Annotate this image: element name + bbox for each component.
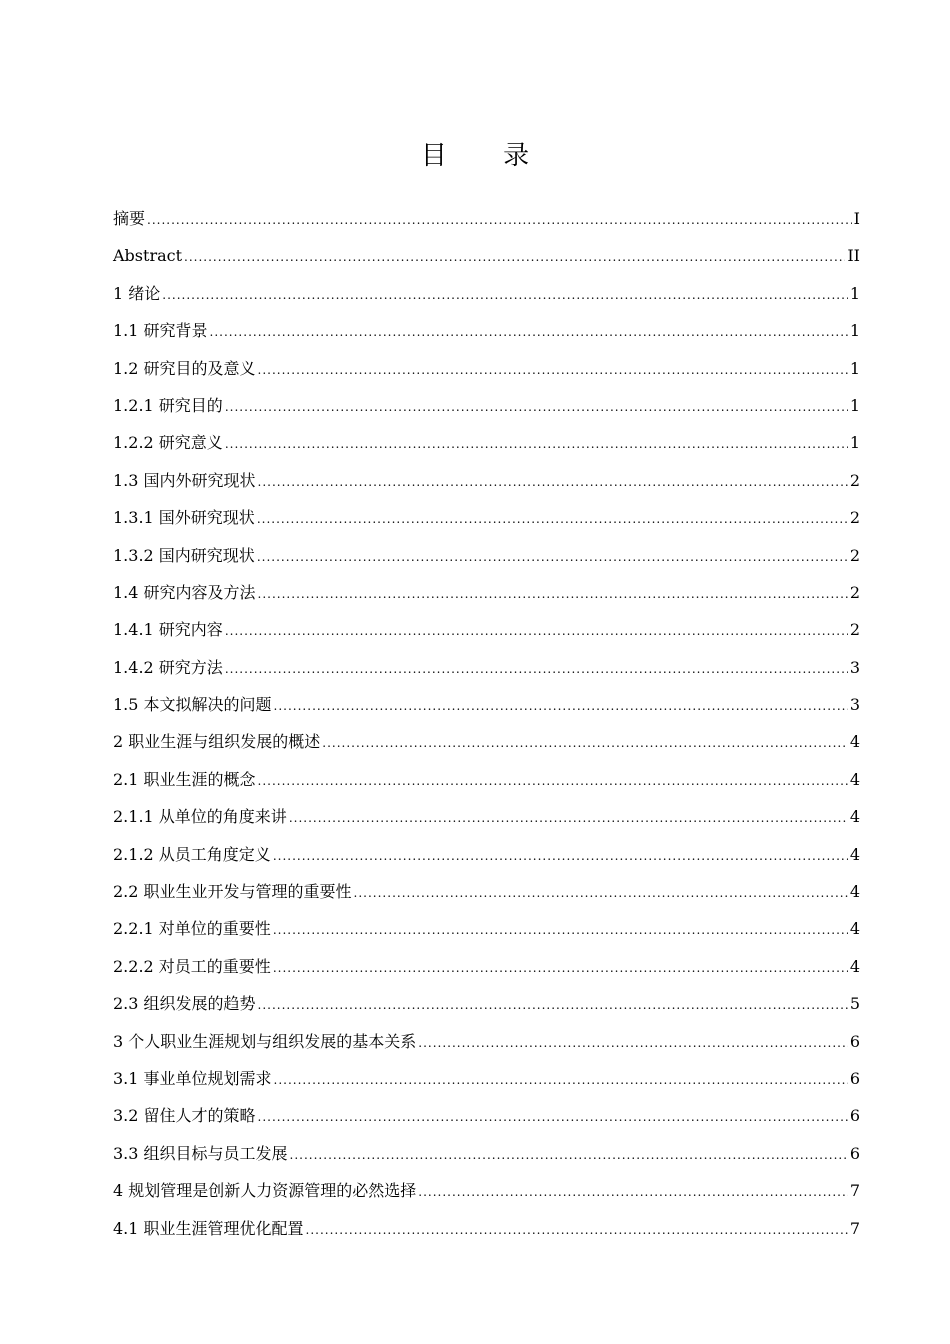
toc-entry-page-number: 1 bbox=[849, 321, 860, 341]
toc-entry[interactable] bbox=[113, 1139, 860, 1176]
toc-entry-label: 2.1.1 从单位的角度来讲 bbox=[113, 807, 287, 827]
toc-entry-label: 1.4.1 研究内容 bbox=[113, 620, 223, 640]
toc-entry[interactable] bbox=[113, 541, 860, 578]
toc-entry-label: 2.2.2 对员工的重要性 bbox=[113, 956, 271, 976]
toc-entry[interactable] bbox=[113, 690, 860, 727]
toc-entry[interactable] bbox=[113, 727, 860, 764]
toc-entry[interactable] bbox=[113, 952, 860, 989]
toc-dot-leader bbox=[210, 317, 848, 347]
toc-entry-label: 4.1 职业生涯管理优化配置 bbox=[113, 1218, 304, 1238]
toc-entry-label: 3.3 组织目标与员工发展 bbox=[113, 1143, 288, 1163]
toc-dot-leader bbox=[354, 878, 848, 908]
toc-entry-page-number: 4 bbox=[849, 882, 860, 902]
toc-dot-leader bbox=[289, 803, 848, 833]
toc-entry-page-number: 5 bbox=[849, 994, 860, 1014]
toc-entry-page-number: 2 bbox=[849, 582, 860, 602]
toc-entry-label: 3.1 事业单位规划需求 bbox=[113, 1068, 272, 1088]
toc-entry-page-number: 1 bbox=[849, 358, 860, 378]
toc-entry[interactable] bbox=[113, 1064, 860, 1101]
toc-entry-label: Abstract bbox=[113, 246, 183, 266]
toc-entry-label: 1.4.2 研究方法 bbox=[113, 657, 223, 677]
toc-dot-leader bbox=[225, 654, 848, 684]
toc-entry[interactable] bbox=[113, 503, 860, 540]
toc-dot-leader bbox=[418, 1177, 848, 1207]
toc-dot-leader bbox=[273, 953, 848, 983]
toc-entry[interactable] bbox=[113, 802, 860, 839]
toc-entry-page-number: 6 bbox=[849, 1031, 860, 1051]
toc-entry[interactable] bbox=[113, 615, 860, 652]
toc-entry-label: 2.1.2 从员工角度定义 bbox=[113, 844, 271, 864]
toc-dot-leader bbox=[258, 579, 848, 609]
toc-dot-leader bbox=[225, 429, 848, 459]
toc-entry[interactable] bbox=[113, 1214, 860, 1251]
toc-entry-page-number: 4 bbox=[849, 807, 860, 827]
toc-entry-page-number: 2 bbox=[849, 545, 860, 565]
toc-entry-label: 2.2 职业生业开发与管理的重要性 bbox=[113, 882, 352, 902]
toc-entry-label: 1 绪论 bbox=[113, 283, 161, 303]
toc-dot-leader bbox=[225, 392, 848, 422]
toc-entry-page-number: 1 bbox=[849, 433, 860, 453]
toc-dot-leader bbox=[258, 1102, 848, 1132]
toc-entry[interactable] bbox=[113, 989, 860, 1026]
toc-entry-label: 1.4 研究内容及方法 bbox=[113, 582, 256, 602]
toc-entry-page-number: 2 bbox=[849, 470, 860, 490]
toc-entry[interactable] bbox=[113, 914, 860, 951]
toc-entry-page-number: 3 bbox=[849, 695, 860, 715]
toc-dot-leader bbox=[257, 542, 848, 572]
toc-dot-leader bbox=[418, 1028, 848, 1058]
toc-entry-label: 2 职业生涯与组织发展的概述 bbox=[113, 732, 321, 752]
toc-dot-leader bbox=[258, 990, 848, 1020]
toc-entry-page-number: 4 bbox=[849, 769, 860, 789]
toc-entry[interactable] bbox=[113, 204, 860, 241]
toc-entry[interactable] bbox=[113, 840, 860, 877]
toc-dot-leader bbox=[290, 1140, 848, 1170]
toc-entry-label: 1.3.1 国外研究现状 bbox=[113, 508, 255, 528]
toc-entry-label: 3 个人职业生涯规划与组织发展的基本关系 bbox=[113, 1031, 417, 1051]
toc-entry-label: 2.3 组织发展的趋势 bbox=[113, 994, 256, 1014]
toc-entry-page-number: 4 bbox=[849, 956, 860, 976]
toc-dot-leader bbox=[322, 728, 848, 758]
toc-entry-page-number: 7 bbox=[849, 1181, 860, 1201]
toc-entry[interactable] bbox=[113, 241, 860, 278]
toc-dot-leader bbox=[162, 280, 848, 310]
toc-entry[interactable] bbox=[113, 354, 860, 391]
toc-entry-page-number: 1 bbox=[849, 283, 860, 303]
toc-entry-label: 3.2 留住人才的策略 bbox=[113, 1106, 256, 1126]
toc-entry-page-number: I bbox=[853, 209, 860, 228]
toc-entry[interactable] bbox=[113, 279, 860, 316]
toc-dot-leader bbox=[273, 841, 848, 871]
toc-entry-label: 1.5 本文拟解决的问题 bbox=[113, 695, 272, 715]
toc-entry-label: 2.2.1 对单位的重要性 bbox=[113, 919, 271, 939]
toc-entry-page-number: 6 bbox=[849, 1068, 860, 1088]
toc-entry[interactable] bbox=[113, 316, 860, 353]
toc-entry-label: 1.2 研究目的及意义 bbox=[113, 358, 256, 378]
toc-dot-leader bbox=[257, 504, 848, 534]
toc-entry-page-number: 2 bbox=[849, 508, 860, 528]
toc-dot-leader bbox=[258, 467, 848, 497]
toc-entry-page-number: 2 bbox=[849, 620, 860, 640]
toc-list bbox=[113, 204, 860, 1251]
toc-dot-leader bbox=[273, 915, 848, 945]
toc-dot-leader bbox=[225, 616, 848, 646]
toc-entry[interactable] bbox=[113, 466, 860, 503]
toc-entry-page-number: 6 bbox=[849, 1106, 860, 1126]
toc-entry[interactable] bbox=[113, 1027, 860, 1064]
toc-entry[interactable] bbox=[113, 765, 860, 802]
toc-entry-page-number: II bbox=[847, 246, 860, 266]
toc-entry-label: 1.3 国内外研究现状 bbox=[113, 470, 256, 490]
toc-dot-leader bbox=[184, 242, 845, 272]
toc-dot-leader bbox=[274, 1065, 848, 1095]
toc-entry-page-number: 3 bbox=[849, 657, 860, 677]
toc-entry[interactable] bbox=[113, 391, 860, 428]
toc-entry-page-number: 6 bbox=[849, 1143, 860, 1163]
toc-entry-label: 1.1 研究背景 bbox=[113, 321, 208, 341]
toc-entry[interactable] bbox=[113, 428, 860, 465]
toc-dot-leader bbox=[147, 205, 852, 235]
toc-entry[interactable] bbox=[113, 578, 860, 615]
toc-entry[interactable] bbox=[113, 1176, 860, 1213]
toc-entry-page-number: 4 bbox=[849, 919, 860, 939]
page-title: 目 录 bbox=[420, 141, 554, 172]
toc-entry-label: 1.2.1 研究目的 bbox=[113, 395, 223, 415]
toc-entry-page-number: 7 bbox=[849, 1218, 860, 1238]
toc-entry-page-number: 4 bbox=[849, 844, 860, 864]
toc-entry-label: 1.3.2 国内研究现状 bbox=[113, 545, 255, 565]
toc-entry-label: 4 规划管理是创新人力资源管理的必然选择 bbox=[113, 1181, 417, 1201]
toc-entry[interactable] bbox=[113, 1101, 860, 1138]
toc-dot-leader bbox=[258, 355, 848, 385]
toc-dot-leader bbox=[306, 1215, 848, 1245]
toc-dot-leader bbox=[274, 691, 848, 721]
toc-entry-label: 1.2.2 研究意义 bbox=[113, 433, 223, 453]
toc-entry-label: 2.1 职业生涯的概念 bbox=[113, 769, 256, 789]
toc-dot-leader bbox=[258, 766, 848, 796]
toc-entry-label: 摘要 bbox=[113, 209, 146, 228]
toc-entry[interactable] bbox=[113, 877, 860, 914]
toc-entry[interactable] bbox=[113, 653, 860, 690]
toc-entry-page-number: 1 bbox=[849, 395, 860, 415]
toc-entry-page-number: 4 bbox=[849, 732, 860, 752]
